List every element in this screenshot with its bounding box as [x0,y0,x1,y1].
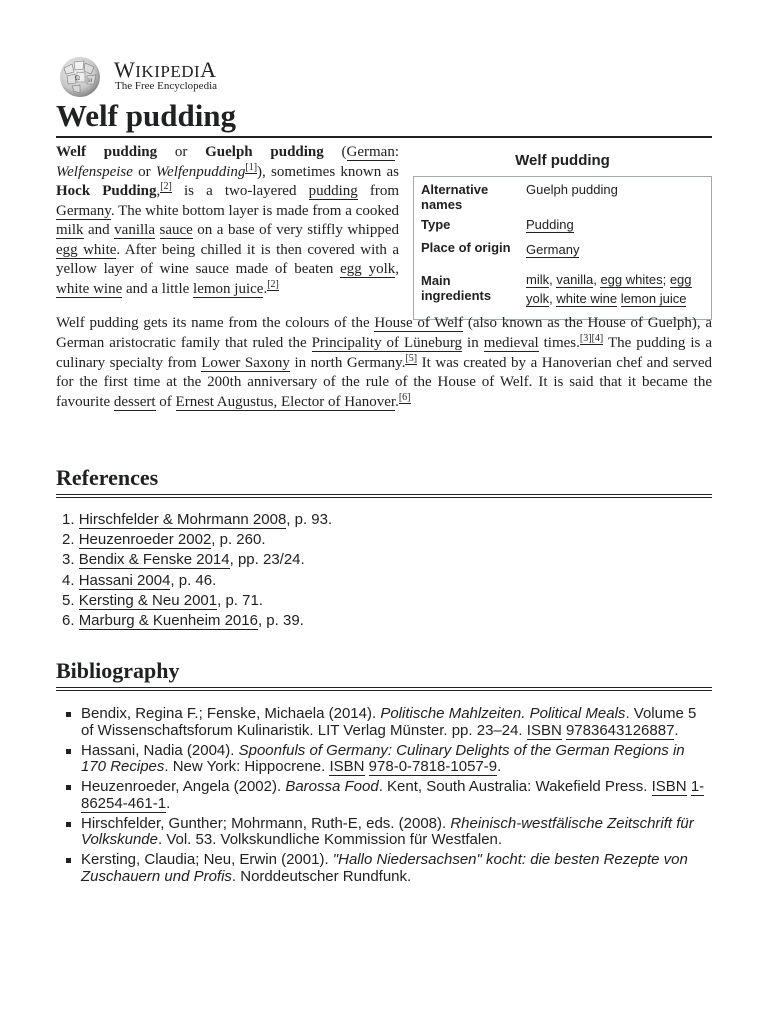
link-lemon-juice[interactable]: lemon juice [193,280,264,297]
isbn-number-link[interactable]: 978-0-7818-1057-9 [368,758,498,775]
references-heading: References [56,464,712,498]
link-egg-white[interactable]: egg white [56,241,117,258]
wikipedia-wordmark[interactable]: WIKIPEDIA [114,57,217,82]
link-sauce[interactable]: sauce [159,222,193,238]
link-principality-of-luneburg[interactable]: Principality of Lüneburg [311,334,463,351]
reference-link[interactable]: Hassani 2004 [78,571,171,589]
citation-6[interactable]: [6] [398,392,411,404]
bibliography-item: Hassani, Nadia (2004). Spoonfuls of Germany: Culinary Delights of the German Regions in 170 Recipes. New York: Hippocrene. ISBN 978-0-7818-1057-9. [64,743,712,776]
isbn-number-link[interactable]: 1-86254-461-1 [81,778,705,812]
infobox-label: Place of origin [421,240,511,255]
page-title: Welf pudding [56,98,712,138]
reference-link[interactable]: Heuzenroeder 2002 [78,531,212,549]
link-germany[interactable]: Germany [56,202,111,219]
infobox-label: Main ingredients [421,273,492,303]
infobox-caption: Welf pudding [515,152,610,169]
citation-2[interactable]: [2] [267,278,279,290]
reference-link[interactable]: Marburg & Kuenheim 2016 [78,612,258,630]
reference-link[interactable]: Bendix & Fenske 2014 [78,551,230,569]
svg-text:Ω: Ω [75,75,80,82]
link-dessert[interactable]: dessert [113,394,156,411]
citation-3[interactable]: [3] [579,332,592,344]
bibliography-heading: Bibliography [56,657,712,691]
link-medieval[interactable]: medieval [483,334,539,351]
reference-link[interactable]: Kersting & Neu 2001 [78,591,218,609]
link-egg-yolk[interactable]: egg yolk [340,261,396,277]
wikipedia-globe-logo-icon[interactable] [56,54,104,98]
reference-link[interactable]: Hirschfelder & Mohrmann 2008 [78,511,287,528]
bullet-icon [66,785,71,790]
link-milk[interactable]: milk [526,272,550,287]
link-lower-saxony[interactable]: Lower Saxony [201,354,290,371]
svg-text:И: И [88,78,93,84]
link-white-wine[interactable]: white wine [556,291,618,306]
reference-item: 6. Marburg & Kuenheim 2016, p. 39. [62,612,304,630]
reference-item: 3. Bendix & Fenske 2014, pp. 23/24. [62,551,305,569]
infobox-label: Type [421,217,451,232]
link-vanilla[interactable]: vanilla [114,222,155,238]
isbn-link[interactable]: ISBN [329,758,365,775]
link-german[interactable]: German [346,144,395,160]
infobox-ingredients: milk, vanilla, egg whites; egg yolk, white wine lemon juice [526,272,692,306]
reference-item: 4. Hassani 2004, p. 46. [62,571,217,589]
link-ernest-augustus[interactable]: Ernest Augustus, Elector of Hanover [175,394,396,411]
link-house-of-welf[interactable]: House of Welf [374,315,464,331]
bullet-icon [66,712,71,717]
reference-item: 2. Heuzenroeder 2002, p. 260. [62,531,266,549]
intro-paragraph: Welf pudding or Guelph pudding (German: Welfenspeise or Welfenpudding[1]), sometimes known as Hock Pudding,[2] is a two-layered pudding from Germany. The white bottom layer is made from a cooked milk and vanilla sauce on a base of very stiffly whipped egg white. After being chilled it is then covered with a yellow layer of wine sauce made of beaten egg yolk, white wine and a little lemon juice.[2] [56,144,400,297]
citation-4[interactable]: [4] [591,332,604,344]
infobox-value: Guelph pudding [526,182,618,197]
bibliography-item: Kersting, Claudia; Neu, Erwin (2001). "Hallo Niedersachsen" kocht: die besten Rezepte von Zuschauern und Profis. Norddeutscher Rundfunk. [64,852,712,885]
citation-1[interactable]: [1] [245,161,258,173]
reference-item: 1. Hirschfelder & Mohrmann 2008, p. 93. [62,511,333,528]
isbn-link[interactable]: ISBN [651,778,687,795]
bullet-icon [66,822,71,827]
citation-5[interactable]: [5] [405,352,418,364]
bibliography-list [64,706,712,889]
link-pudding[interactable]: pudding [308,183,358,199]
references-list [62,510,332,631]
link-egg-yolk[interactable]: egg yolk [526,272,692,306]
bullet-icon [66,858,71,863]
infobox-label: Alternative names [421,182,489,212]
bibliography-item: Hirschfelder, Gunther; Mohrmann, Ruth-E, eds. (2008). Rheinisch-westfälische Zeitschrift für Volkskunde. Vol. 53. Volkskundliche Kommission für Westfalen. [64,816,712,849]
bibliography-item: Bendix, Regina F.; Fenske, Michaela (2014). Politische Mahlzeiten. Political Meals. Volume 5 of Wissenschaftsforum Kulinaristik. LIT Verlag Münster. pp. 23–24. ISBN 9783643126887. [64,706,712,739]
history-paragraph: Welf pudding gets its name from the colours of the House of Welf (also known as the House of Guelph), a German aristocratic family that ruled the Principality of Lüneburg in medieval times.[3][4] The pudding is a culinary specialty from Lower Saxony in north Germany.[5] It was created by a Hanoverian chef and served for the first time at the 200th anniversary of the rule of the House of Welf. It is said that it became the favourite dessert of Ernest Augustus, Elector of Hanover.[6] [56,315,713,411]
infobox [413,176,712,320]
bullet-icon [66,749,71,754]
reference-item: 5. Kersting & Neu 2001, p. 71. [62,591,263,609]
citation-2[interactable]: [2] [160,181,172,192]
link-lemon-juice[interactable]: lemon juice [620,291,687,306]
link-white-wine[interactable]: white wine [56,280,123,297]
link-egg-whites[interactable]: egg whites [600,272,663,287]
infobox-origin-link[interactable]: Germany [526,242,580,257]
isbn-number-link[interactable]: 9783643126887 [565,721,675,739]
isbn-link[interactable]: ISBN [526,721,562,739]
tagline: The Free Encyclopedia [115,80,218,92]
bibliography-item: Heuzenroeder, Angela (2002). Barossa Food. Kent, South Australia: Wakefield Press. ISBN 1-86254-461-1. [64,779,712,812]
link-milk[interactable]: milk [56,222,84,238]
infobox-type-link[interactable]: Pudding [526,217,574,232]
link-vanilla[interactable]: vanilla [556,272,594,287]
